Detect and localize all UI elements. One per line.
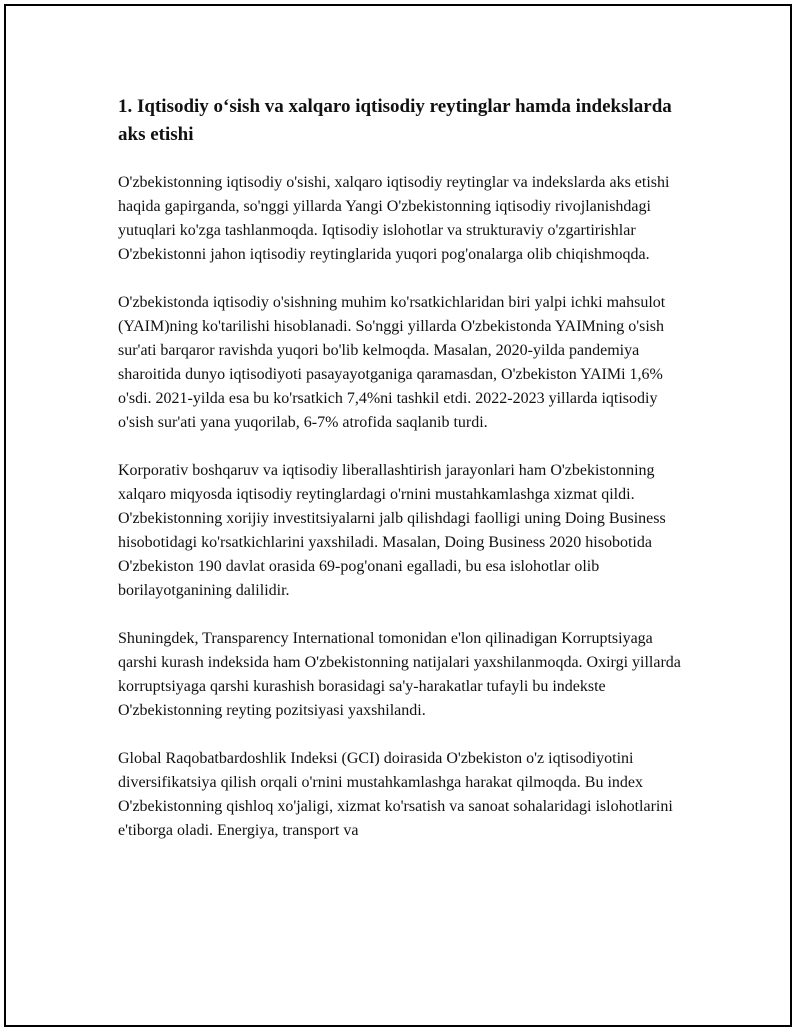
document-body	[118, 93, 693, 867]
paragraph-economic-growth: O'zbekistonning iqtisodiy o'sishi, xalqaro iqtisodiy reytinglar va indekslarda aks etishi haqida gapirganda, so'nggi yillarda Yangi O'zbekistonning iqtisodiy rivojlanishdagi yutuqlari ko'zga tashlanmoqda. Iqtisodiy islohotlar va strukturaviy o'zgartirishlar O'zbekistonni jahon iqtisodiy reytinglarida yuqori pog'onalarga olib chiqishmoqda.	[118, 174, 670, 263]
paragraph-competitiveness-index: Global Raqobatbardoshlik Indeksi (GCI) doirasida O'zbekiston o'z iqtisodiyotini diversifikatsiya qilish orqali o'rnini mustahkamlashga harakat qilmoqda. Bu index O'zbekistonning qishloq xo'jaligi, xizmat ko'rsatish va sanoat sohalaridagi islohotlarini e'tiborga oladi. Energiya, transport va	[118, 750, 673, 839]
paragraph-doing-business: Korporativ boshqaruv va iqtisodiy liberallashtirish jarayonlari ham O'zbekistonning xalqaro miqyosda iqtisodiy reytinglardagi o'rnini mustahkamlashga xizmat qildi. O'zbekistonning xorijiy investitsiyalarni jalb qilishdagi faolligi uning Doing Business hisobotidagi ko'rsatkichlarini yaxshiladi. Masalan, Doing Business 2020 hisobotida O'zbekiston 190 davlat orasida 69-pog'onani egalladi, bu esa islohotlar olib borilayotganining dalilidir.	[118, 462, 666, 599]
paragraph-gdp-growth: O'zbekistonda iqtisodiy o'sishning muhim ko'rsatkichlaridan biri yalpi ichki mahsulot (YAIM)ning ko'tarilishi hisoblanadi. So'nggi yillarda O'zbekistonda YAIMning o'sish sur'ati barqaror ravishda yuqori bo'lib kelmoqda. Masalan, 2020-yilda pandemiya sharoitida dunyo iqtisodiyoti pasayayotganiga qaramasdan, O'zbekiston YAIMi 1,6% o'sdi. 2021-yilda esa bu ko'rsatkich 7,4%ni tashkil etdi. 2022-2023 yillarda iqtisodiy o'sish sur'ati yana yuqorilab, 6-7% atrofida saqlanib turdi.	[118, 294, 666, 431]
paragraph-corruption-index: Shuningdek, Transparency International tomonidan e'lon qilinadigan Korruptsiyaga qarshi kurash indeksida ham O'zbekistonning natijalari yaxshilanmoqda. Oxirgi yillarda korruptsiyaga qarshi kurashish borasidagi sa'y-harakatlar tufayli bu indekste O'zbekistonning reyting pozitsiyasi yaxshilandi.	[118, 630, 681, 719]
section-heading: 1. Iqtisodiy o‘sish va xalqaro iqtisodiy reytinglar hamda indekslarda aks etishi	[118, 96, 672, 145]
